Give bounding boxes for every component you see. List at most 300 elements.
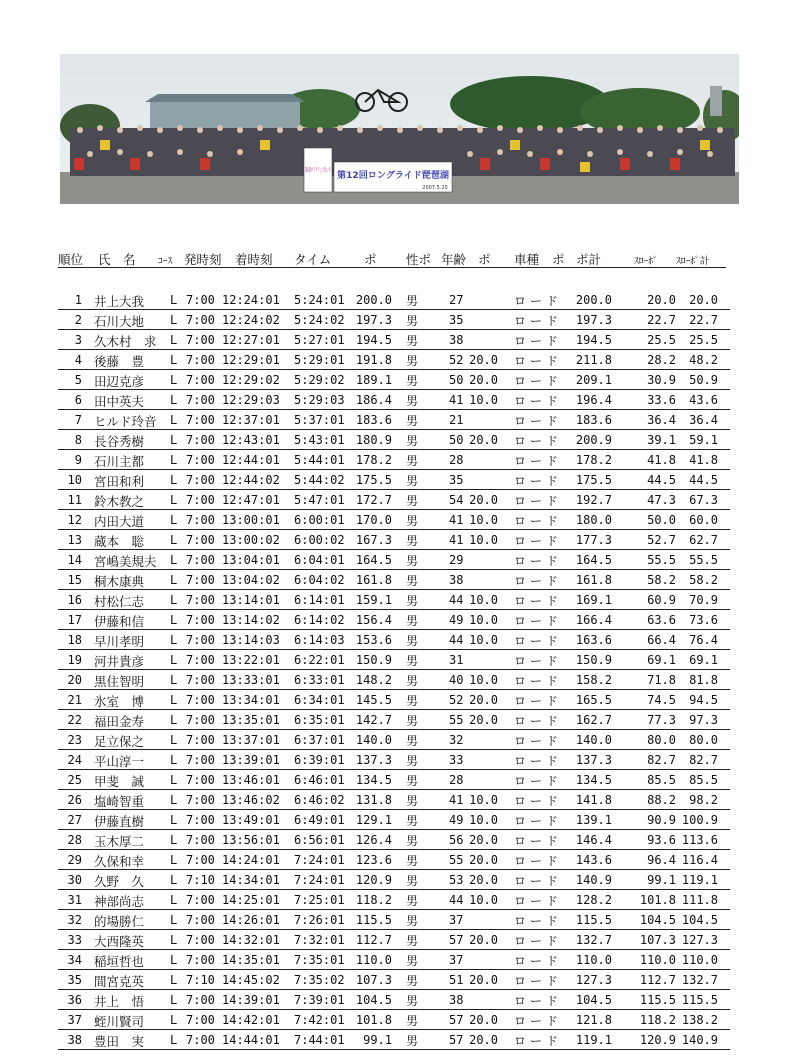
total-points-cell: 143.6	[575, 853, 612, 867]
table-row	[58, 290, 730, 310]
age-points-cell: 20.0	[469, 353, 498, 367]
points-cell: 120.9	[355, 873, 392, 887]
finish-time-cell: 14:45:02	[222, 973, 280, 987]
elapsed-time-cell: 5:27:01	[294, 333, 345, 347]
points-cell: 161.8	[355, 573, 392, 587]
rank-cell: 25	[67, 773, 82, 787]
elapsed-time-cell: 6:39:01	[294, 753, 345, 767]
slope-points-cell: 63.6	[647, 613, 676, 627]
total-points-cell: 150.9	[575, 653, 612, 667]
table-row	[58, 690, 730, 710]
slope-total-cell: 111.8	[681, 893, 718, 907]
table-row	[58, 530, 730, 550]
slope-total-cell: 70.9	[689, 593, 718, 607]
total-points-cell: 200.9	[575, 433, 612, 447]
name-cell: 伊藤和信	[94, 614, 145, 629]
table-row	[58, 490, 730, 510]
bike-type-cell: ロード	[514, 734, 563, 748]
slope-total-cell: 22.7	[689, 313, 718, 327]
total-points-cell: 175.5	[575, 473, 612, 487]
start-time-cell: 7:00	[186, 653, 215, 667]
finish-time-cell: 12:24:02	[222, 313, 280, 327]
elapsed-time-cell: 6:34:01	[294, 693, 345, 707]
bike-type-cell: ロード	[514, 854, 563, 868]
name-cell: 大西隆英	[94, 934, 145, 949]
slope-total-cell: 110.0	[681, 953, 718, 967]
rank-cell: 12	[67, 513, 82, 527]
course-cell: L	[170, 553, 178, 567]
bike-type-cell: ロード	[514, 774, 563, 788]
elapsed-time-cell: 6:46:02	[294, 793, 345, 807]
rank-cell: 19	[67, 653, 82, 667]
slope-points-cell: 120.9	[639, 1033, 676, 1047]
slope-points-cell: 44.5	[647, 473, 676, 487]
bike-type-cell: ロード	[514, 934, 563, 948]
points-cell: 189.1	[355, 373, 392, 387]
sex-cell: 男	[406, 414, 419, 428]
finish-time-cell: 12:29:02	[222, 373, 280, 387]
points-cell: 142.7	[355, 713, 392, 727]
finish-time-cell: 13:37:01	[222, 733, 280, 747]
rank-cell: 34	[67, 953, 82, 967]
start-time-cell: 7:00	[186, 313, 215, 327]
bike-type-cell: ロード	[514, 354, 563, 368]
sex-cell: 男	[406, 874, 419, 888]
rank-cell: 38	[67, 1033, 82, 1047]
name-cell: 鈴木教之	[94, 494, 145, 509]
age-points-cell: 20.0	[469, 973, 498, 987]
table-row	[58, 1030, 730, 1050]
points-cell: 180.9	[355, 433, 392, 447]
finish-time-cell: 12:44:02	[222, 473, 280, 487]
finish-time-cell: 14:39:01	[222, 993, 280, 1007]
points-cell: 101.8	[355, 1013, 392, 1027]
start-time-cell: 7:00	[186, 693, 215, 707]
finish-time-cell: 13:14:02	[222, 613, 280, 627]
table-row	[58, 310, 730, 330]
elapsed-time-cell: 6:22:01	[294, 653, 345, 667]
table-row	[58, 750, 730, 770]
age-points-cell: 10.0	[469, 393, 498, 407]
banner-date-text: 2007.5.20	[422, 185, 448, 191]
points-cell: 164.5	[355, 553, 392, 567]
slope-total-cell: 73.6	[689, 613, 718, 627]
table-row	[58, 710, 730, 730]
sex-cell: 男	[406, 814, 419, 828]
age-points-cell: 20.0	[469, 933, 498, 947]
finish-time-cell: 13:00:01	[222, 513, 280, 527]
rank-cell: 4	[74, 353, 82, 367]
elapsed-time-cell: 7:44:01	[294, 1033, 345, 1047]
course-cell: L	[170, 873, 178, 887]
sex-cell: 男	[406, 354, 419, 368]
elapsed-time-cell: 5:43:01	[294, 433, 345, 447]
age-points-cell: 20.0	[469, 373, 498, 387]
start-time-cell: 7:00	[186, 613, 215, 627]
points-cell: 99.1	[363, 1033, 392, 1047]
slope-total-cell: 100.9	[681, 813, 718, 827]
name-cell: 村松仁志	[94, 594, 145, 609]
rank-cell: 31	[67, 893, 82, 907]
finish-time-cell: 14:25:01	[222, 893, 280, 907]
bike-type-cell: ロード	[514, 1014, 563, 1028]
bike-type-cell: ロード	[514, 414, 563, 428]
name-cell: 井上大我	[94, 294, 145, 309]
name-cell: 久保和幸	[94, 854, 145, 869]
points-cell: 140.0	[355, 733, 392, 747]
bike-type-cell: ロード	[514, 534, 563, 548]
points-cell: 145.5	[355, 693, 392, 707]
start-time-cell: 7:00	[186, 533, 215, 547]
finish-time-cell: 14:32:01	[222, 933, 280, 947]
header-rank: 順位	[58, 252, 84, 267]
points-cell: 175.5	[355, 473, 392, 487]
slope-points-cell: 25.5	[647, 333, 676, 347]
header-name: 氏 名	[98, 252, 136, 267]
age-cell: 57	[449, 933, 464, 947]
rank-cell: 18	[67, 633, 82, 647]
age-points-cell: 20.0	[469, 713, 498, 727]
header-slope: ｽﾛｰﾎﾟ	[634, 256, 658, 267]
points-cell: 159.1	[355, 593, 392, 607]
start-time-cell: 7:00	[186, 673, 215, 687]
age-points-cell: 10.0	[469, 793, 498, 807]
total-points-cell: 163.6	[575, 633, 612, 647]
elapsed-time-cell: 5:29:01	[294, 353, 345, 367]
header-start: 発時刻	[184, 252, 222, 267]
slope-points-cell: 71.8	[647, 673, 676, 687]
elapsed-time-cell: 5:24:01	[294, 293, 345, 307]
rank-cell: 2	[74, 313, 82, 327]
start-time-cell: 7:00	[186, 573, 215, 587]
table-row	[58, 590, 730, 610]
age-cell: 40	[449, 673, 464, 687]
table-row	[58, 330, 730, 350]
age-points-cell: 10.0	[469, 893, 498, 907]
rank-cell: 30	[67, 873, 82, 887]
sex-cell: 男	[406, 574, 419, 588]
table-row	[58, 630, 730, 650]
header-finish: 着時刻	[235, 252, 273, 267]
table-row	[58, 350, 730, 370]
slope-total-cell: 67.3	[689, 493, 718, 507]
total-points-cell: 209.1	[575, 373, 612, 387]
finish-time-cell: 13:46:01	[222, 773, 280, 787]
name-cell: 平山淳一	[94, 754, 145, 769]
elapsed-time-cell: 5:29:02	[294, 373, 345, 387]
sex-cell: 男	[406, 694, 419, 708]
table-row	[58, 970, 730, 990]
table-row	[58, 610, 730, 630]
table-row	[58, 1010, 730, 1030]
points-cell: 131.8	[355, 793, 392, 807]
sex-cell: 男	[406, 294, 419, 308]
table-row	[58, 870, 730, 890]
total-points-cell: 183.6	[575, 413, 612, 427]
sex-cell: 男	[406, 914, 419, 928]
course-cell: L	[170, 813, 178, 827]
sex-cell: 男	[406, 314, 419, 328]
start-time-cell: 7:00	[186, 933, 215, 947]
sex-cell: 男	[406, 714, 419, 728]
bike-type-cell: ロード	[514, 814, 563, 828]
bike-type-cell: ロード	[514, 714, 563, 728]
slope-points-cell: 104.5	[639, 913, 676, 927]
slope-points-cell: 50.0	[647, 513, 676, 527]
age-points-cell: 20.0	[469, 493, 498, 507]
group-photo	[60, 54, 739, 204]
table-row	[58, 850, 730, 870]
course-cell: L	[170, 893, 178, 907]
course-cell: L	[170, 433, 178, 447]
age-cell: 21	[449, 413, 464, 427]
age-cell: 49	[449, 613, 464, 627]
age-cell: 35	[449, 473, 464, 487]
age-cell: 56	[449, 833, 464, 847]
age-cell: 35	[449, 313, 464, 327]
age-points-cell: 20.0	[469, 873, 498, 887]
elapsed-time-cell: 6:04:02	[294, 573, 345, 587]
start-time-cell: 7:00	[186, 813, 215, 827]
points-cell: 104.5	[355, 993, 392, 1007]
total-points-cell: 196.4	[575, 393, 612, 407]
sex-cell: 男	[406, 934, 419, 948]
name-cell: 河井貴彦	[94, 654, 145, 669]
slope-points-cell: 80.0	[647, 733, 676, 747]
slope-total-cell: 36.4	[689, 413, 718, 427]
header-sex: 性ポ	[406, 252, 432, 267]
course-cell: L	[170, 933, 178, 947]
start-time-cell: 7:00	[186, 413, 215, 427]
points-cell: 167.3	[355, 533, 392, 547]
sex-cell: 男	[406, 754, 419, 768]
rank-cell: 16	[67, 593, 82, 607]
age-cell: 41	[449, 513, 464, 527]
slope-total-cell: 55.5	[689, 553, 718, 567]
slope-points-cell: 115.5	[639, 993, 676, 1007]
table-row	[58, 910, 730, 930]
rank-cell: 17	[67, 613, 82, 627]
table-row	[58, 650, 730, 670]
rank-cell: 3	[74, 333, 82, 347]
elapsed-time-cell: 7:39:01	[294, 993, 345, 1007]
slope-points-cell: 60.9	[647, 593, 676, 607]
name-cell: 宮嶋美規夫	[94, 554, 157, 569]
course-cell: L	[170, 1033, 178, 1047]
banner-left-text	[305, 166, 331, 174]
slope-points-cell: 66.4	[647, 633, 676, 647]
slope-total-cell: 60.0	[689, 513, 718, 527]
slope-points-cell: 99.1	[647, 873, 676, 887]
rank-cell: 23	[67, 733, 82, 747]
elapsed-time-cell: 7:35:01	[294, 953, 345, 967]
sex-cell: 男	[406, 594, 419, 608]
results-table-header	[58, 250, 730, 268]
sex-cell: 男	[406, 1014, 419, 1028]
banner-main-text: 第12回ロングライド琵琶湖	[337, 171, 449, 181]
sex-cell: 男	[406, 614, 419, 628]
total-points-cell: 140.9	[575, 873, 612, 887]
finish-time-cell: 13:34:01	[222, 693, 280, 707]
course-cell: L	[170, 493, 178, 507]
sex-cell: 男	[406, 394, 419, 408]
table-row	[58, 670, 730, 690]
slope-total-cell: 25.5	[689, 333, 718, 347]
sex-cell: 男	[406, 674, 419, 688]
slope-total-cell: 119.1	[681, 873, 718, 887]
slope-points-cell: 55.5	[647, 553, 676, 567]
slope-total-cell: 104.5	[681, 913, 718, 927]
slope-points-cell: 82.7	[647, 753, 676, 767]
age-points-cell: 10.0	[469, 533, 498, 547]
age-cell: 57	[449, 1033, 464, 1047]
slope-points-cell: 112.7	[639, 973, 676, 987]
elapsed-time-cell: 6:37:01	[294, 733, 345, 747]
slope-points-cell: 69.1	[647, 653, 676, 667]
elapsed-time-cell: 7:32:01	[294, 933, 345, 947]
finish-time-cell: 12:29:03	[222, 393, 280, 407]
points-cell: 134.5	[355, 773, 392, 787]
slope-points-cell: 107.3	[639, 933, 676, 947]
table-row	[58, 950, 730, 970]
age-points-cell: 20.0	[469, 1013, 498, 1027]
rank-cell: 29	[67, 853, 82, 867]
slope-total-cell: 58.2	[689, 573, 718, 587]
course-cell: L	[170, 853, 178, 867]
finish-time-cell: 12:43:01	[222, 433, 280, 447]
sex-cell: 男	[406, 1034, 419, 1048]
total-points-cell: 165.5	[575, 693, 612, 707]
finish-time-cell: 12:47:01	[222, 493, 280, 507]
points-cell: 112.7	[355, 933, 392, 947]
slope-points-cell: 47.3	[647, 493, 676, 507]
start-time-cell: 7:00	[186, 473, 215, 487]
rank-cell: 1	[74, 293, 82, 307]
results-table-body	[58, 290, 730, 1050]
age-cell: 41	[449, 533, 464, 547]
slope-points-cell: 39.1	[647, 433, 676, 447]
name-cell: 長谷秀樹	[94, 434, 145, 449]
bike-type-cell: ロード	[514, 794, 563, 808]
start-time-cell: 7:00	[186, 733, 215, 747]
slope-total-cell: 20.0	[689, 293, 718, 307]
elapsed-time-cell: 6:14:02	[294, 613, 345, 627]
age-cell: 51	[449, 973, 464, 987]
age-points-cell: 10.0	[469, 613, 498, 627]
slope-points-cell: 36.4	[647, 413, 676, 427]
table-row	[58, 570, 730, 590]
elapsed-time-cell: 6:46:01	[294, 773, 345, 787]
finish-time-cell: 14:35:01	[222, 953, 280, 967]
bike-type-cell: ロード	[514, 334, 563, 348]
total-points-cell: 180.0	[575, 513, 612, 527]
start-time-cell: 7:00	[186, 893, 215, 907]
header-total: ポ計	[576, 252, 602, 267]
elapsed-time-cell: 7:25:01	[294, 893, 345, 907]
points-cell: 150.9	[355, 653, 392, 667]
finish-time-cell: 13:22:01	[222, 653, 280, 667]
elapsed-time-cell: 6:35:01	[294, 713, 345, 727]
finish-time-cell: 13:35:01	[222, 713, 280, 727]
slope-points-cell: 41.8	[647, 453, 676, 467]
age-cell: 37	[449, 953, 464, 967]
name-cell: 田中英夫	[94, 394, 145, 409]
elapsed-time-cell: 6:14:03	[294, 633, 345, 647]
points-cell: 118.2	[355, 893, 392, 907]
age-points-cell: 10.0	[469, 673, 498, 687]
bike-type-cell: ロード	[514, 394, 563, 408]
course-cell: L	[170, 333, 178, 347]
finish-time-cell: 13:14:03	[222, 633, 280, 647]
total-points-cell: 132.7	[575, 933, 612, 947]
slope-total-cell: 62.7	[689, 533, 718, 547]
bike-type-cell: ロード	[514, 454, 563, 468]
course-cell: L	[170, 653, 178, 667]
sex-cell: 男	[406, 374, 419, 388]
points-cell: 172.7	[355, 493, 392, 507]
sex-cell: 男	[406, 654, 419, 668]
table-row	[58, 390, 730, 410]
name-cell: 黒住智明	[94, 674, 145, 689]
age-cell: 57	[449, 1013, 464, 1027]
elapsed-time-cell: 7:35:02	[294, 973, 345, 987]
total-points-cell: 110.0	[575, 953, 612, 967]
start-time-cell: 7:00	[186, 373, 215, 387]
points-cell: 178.2	[355, 453, 392, 467]
name-cell: 桐木康典	[94, 574, 145, 589]
slope-points-cell: 30.9	[647, 373, 676, 387]
total-points-cell: 161.8	[575, 573, 612, 587]
elapsed-time-cell: 5:44:02	[294, 473, 345, 487]
bike-type-cell: ロード	[514, 874, 563, 888]
course-cell: L	[170, 293, 178, 307]
course-cell: L	[170, 313, 178, 327]
total-points-cell: 146.4	[575, 833, 612, 847]
sex-cell: 男	[406, 734, 419, 748]
table-row	[58, 730, 730, 750]
sex-cell: 男	[406, 454, 419, 468]
total-points-cell: 121.8	[575, 1013, 612, 1027]
age-cell: 27	[449, 293, 464, 307]
bike-type-cell: ロード	[514, 954, 563, 968]
elapsed-time-cell: 6:04:01	[294, 553, 345, 567]
rank-cell: 11	[67, 493, 82, 507]
bike-type-cell: ロード	[514, 974, 563, 988]
slope-total-cell: 138.2	[681, 1013, 718, 1027]
slope-total-cell: 59.1	[689, 433, 718, 447]
table-row	[58, 830, 730, 850]
table-row	[58, 410, 730, 430]
header-bike: 車種	[514, 252, 540, 267]
finish-time-cell: 14:24:01	[222, 853, 280, 867]
start-time-cell: 7:00	[186, 853, 215, 867]
points-cell: 170.0	[355, 513, 392, 527]
total-points-cell: 169.1	[575, 593, 612, 607]
total-points-cell: 141.8	[575, 793, 612, 807]
bike-type-cell: ロード	[514, 994, 563, 1008]
elapsed-time-cell: 6:14:01	[294, 593, 345, 607]
name-cell: 的場勝仁	[94, 914, 145, 929]
finish-time-cell: 12:29:01	[222, 353, 280, 367]
header-bike-points: ポ	[552, 252, 565, 267]
rank-cell: 21	[67, 693, 82, 707]
course-cell: L	[170, 613, 178, 627]
course-cell: L	[170, 513, 178, 527]
start-time-cell: 7:00	[186, 333, 215, 347]
slope-points-cell: 52.7	[647, 533, 676, 547]
finish-time-cell: 14:34:01	[222, 873, 280, 887]
sex-cell: 男	[406, 994, 419, 1008]
